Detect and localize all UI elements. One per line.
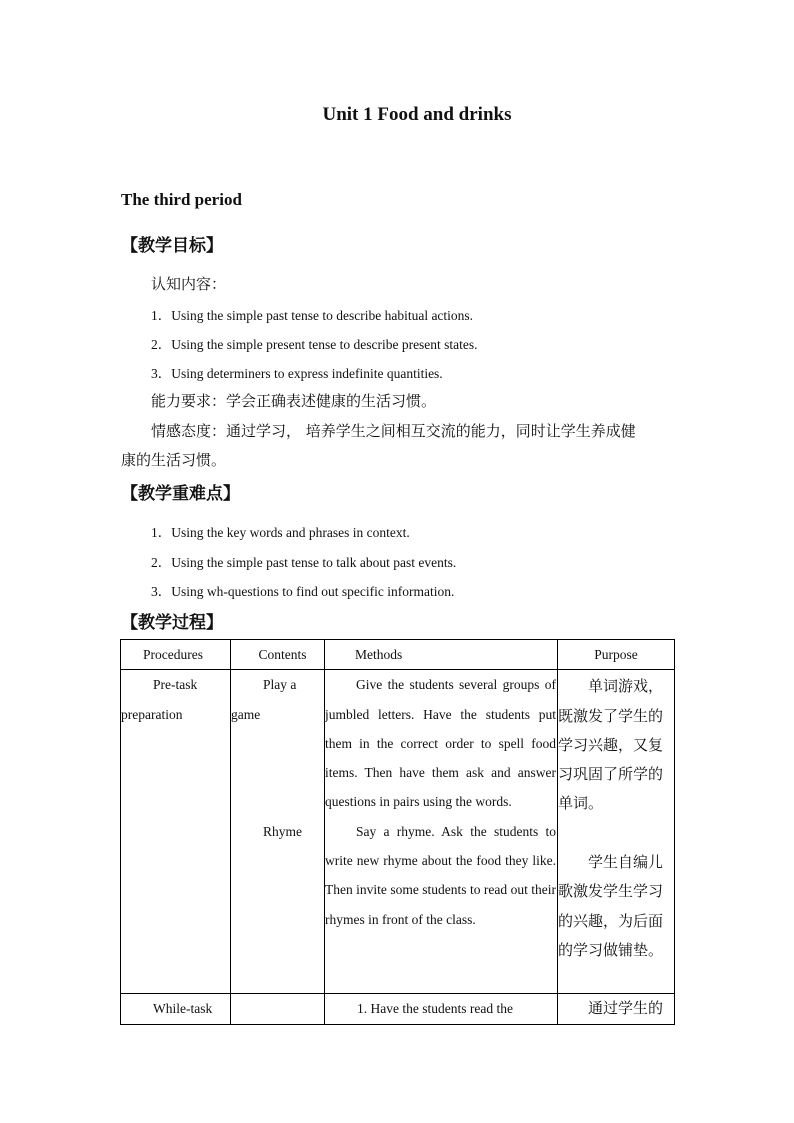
header-purpose: Purpose (558, 640, 675, 670)
ability-requirement: 能力要求：学会正确表述健康的生活习惯。 (151, 392, 437, 410)
methods-while-task: 1. Have the students read the (325, 994, 558, 1024)
header-procedures: Procedures (121, 640, 231, 670)
objective-item-1: 1．Using the simple past tense to describe habitual actions. (151, 308, 474, 323)
process-heading: 【教学过程】 (121, 613, 223, 633)
procedure-line-2: preparation (121, 706, 183, 722)
objective-item-3: 3．Using determiners to express indefinite quantities. (151, 366, 443, 381)
document-title: Unit 1 Food and drinks (322, 104, 512, 125)
objective-item-2: 2．Using the simple present tense to describe present states. (151, 337, 478, 352)
table-row (121, 670, 675, 994)
methods-text-1: Give the students several groups of jumbled letters. Have the students put them in the correct order to spell food items. Then have them ask and answer questions in pairs using the words. (325, 677, 556, 810)
purpose-text-1: 单词游戏，既激发了学生的学习兴趣，又复习巩固了所学的单词。 (558, 677, 664, 813)
period-heading: The third period (121, 190, 242, 209)
table-row (121, 994, 675, 1024)
emotion-attitude-line-1: 情感态度：通过学习， 培养学生之间相互交流的能力，同时让学生养成健 (151, 422, 636, 440)
contents-play-a (231, 670, 324, 699)
keypoint-item-2: 2．Using the simple past tense to talk about past events. (151, 555, 457, 570)
purpose-while-task: 通过学生的 (558, 994, 675, 1024)
keypoints-heading: 【教学重难点】 (121, 484, 240, 504)
contents-play-text: Play a (263, 677, 297, 693)
objectives-heading: 【教学目标】 (121, 236, 223, 256)
teaching-process-table (120, 639, 675, 1025)
header-contents: Contents (231, 640, 325, 670)
contents-rhyme: Rhyme (263, 823, 302, 839)
purpose-text-2: 学生自编儿歌激发学生学习的兴趣，为后面的学习做铺垫。 (558, 853, 664, 959)
keypoint-item-3: 3．Using wh-questions to find out specific information. (151, 584, 455, 599)
methods-text-2: Say a rhyme. Ask the students to write new rhyme about the food they like. Then invite some students to read out their rhymes in front of the class. (325, 823, 556, 927)
table-header-row (121, 640, 675, 670)
procedure-line-1: Pre-task (153, 677, 198, 693)
procedure-while-task: While-task (121, 994, 231, 1024)
procedure-cell (121, 670, 231, 994)
keypoint-item-1: 1．Using the key words and phrases in context. (151, 525, 410, 540)
cognitive-label: 认知内容： (151, 275, 227, 293)
contents-game: game (231, 706, 261, 722)
emotion-attitude-line-2: 康的生活习惯。 (121, 451, 227, 469)
purpose-cell (558, 670, 675, 994)
header-methods: Methods (325, 640, 558, 670)
contents-cell (231, 670, 325, 994)
contents-empty-cell (231, 994, 325, 1024)
methods-cell (325, 670, 558, 994)
